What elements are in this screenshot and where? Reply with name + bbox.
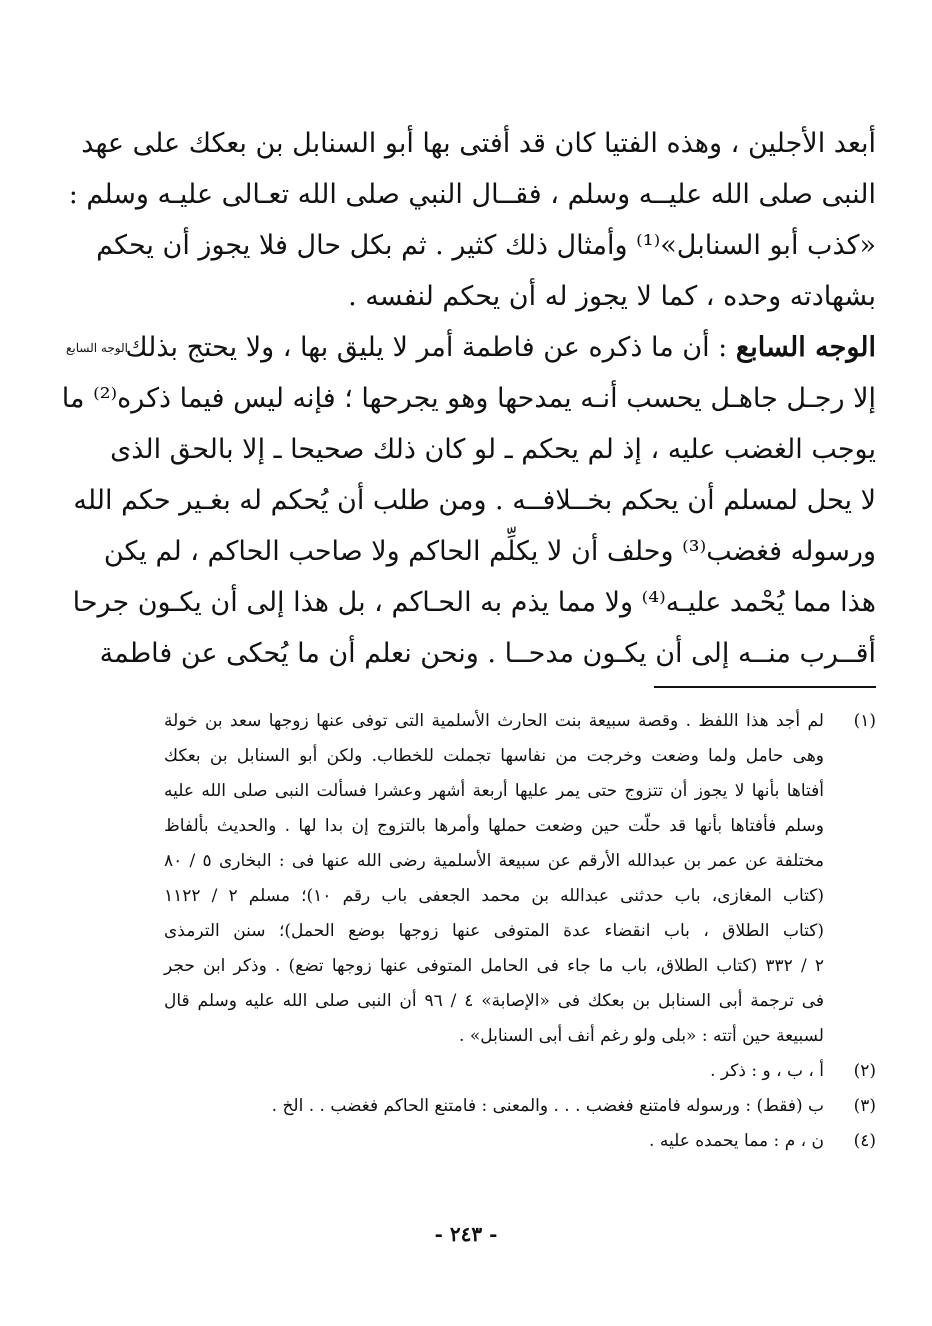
footnote-1-line-7	[164, 914, 876, 949]
footnote-1-line-10	[164, 1019, 876, 1054]
footnote-number-1: (١)	[853, 711, 876, 731]
footnote-text: (كتاب المغازى، باب حدثنى عبدالله بن محمد الجعفى باب رقم ١٠)؛ مسلم ٢ / ١١٢٢	[164, 886, 824, 906]
footnote-text: ن ، م : مما يحمده عليه .	[649, 1131, 824, 1151]
main-line-3: «كذب أبو السنابل»⁽¹⁾ وأمثال ذلك كثير . ثم بكل حال فلا يجوز أن يحكم	[96, 230, 876, 261]
section-line-4: ورسوله فغضب⁽³⁾ وحلف أن لا يكلِّم الحاكم ولا صاحب الحاكم ، لم يكن	[103, 536, 876, 567]
footnote-1-line-1	[164, 704, 876, 739]
footnote-1-line-5	[164, 844, 876, 879]
footnote-text: مختلفة عن عمر بن عبدالله الأرقم عن سبيعة الأسلمية رضى الله عنها فى : البخارى ٥ / ٨٠	[164, 851, 824, 871]
footnote-text: لسبيعة حين أتته : «بلى ولو رغم أنف أبى السنابل» .	[459, 1026, 824, 1046]
footnote-1-line-2	[164, 739, 876, 774]
footnote-4	[164, 1124, 876, 1159]
footnote-1-line-4	[164, 809, 876, 844]
section-line-1: إلا رجـل جاهـل يحسب أنـه يمدحها وهو يجرحها ؛ فإنه ليس فيما ذكره⁽²⁾ ما	[61, 383, 876, 414]
footnote-number-2: (٢)	[853, 1061, 876, 1081]
footnote-divider	[654, 686, 876, 688]
section-line-5: هذا مما يُحْمد عليـه⁽⁴⁾ ولا مما يذم به الحـاكم ، بل هذا إلى أن يكـون جرحا	[72, 587, 876, 618]
margin-note: الوجه السابع	[66, 341, 128, 355]
footnote-2	[164, 1054, 876, 1089]
main-line-4: بشهادته وحده ، كما لا يجوز له أن يحكم لنفسه .	[348, 281, 876, 312]
footnote-1-line-8	[164, 949, 876, 984]
footnote-text: أفتاها بأنها لا يجوز أن تتزوج حتى يمر عليها أربعة أشهر وعشرا فسألت النبى صلى الله عليه	[164, 781, 824, 801]
footnote-text: أ ، ب ، و : ذكر .	[710, 1061, 824, 1081]
section-heading: الوجه السابع	[735, 332, 876, 363]
section-line-2: يوجب الغضب عليه ، إذ لم يحكم ـ لو كان ذلك صحيحا ـ إلا بالحق الذى	[110, 434, 876, 465]
main-line-2: النبى صلى الله عليــه وسلم ، فقــال النبي صلى الله تعـالى عليـه وسلم :	[68, 179, 876, 210]
footnotes	[164, 704, 876, 1159]
footnote-number-3: (٣)	[853, 1096, 876, 1116]
footnote-text: ٢ / ٣٣٢ (كتاب الطلاق، باب ما جاء فى الحامل المتوفى عنها زوجها تضع) . وذكر ابن حجر	[164, 956, 824, 976]
footnote-1-line-6	[164, 879, 876, 914]
footnote-text: فى ترجمة أبى السنابل بن بعكك فى «الإصابة» ٤ / ٩٦ أن النبى صلى الله عليه وسلم قال	[164, 991, 824, 1011]
section-line-3: لا يحل لمسلم أن يحكم بخــلافــه . ومن طلب أن يُحكم له بغـير حكم الله	[73, 485, 876, 516]
page-number: - ٢٤٣ -	[434, 1222, 498, 1246]
footnote-1-line-9	[164, 984, 876, 1019]
footnote-text: وسلم فأفتاها بأنها قد حلّت حين وضعت حملها وأمرها بالتزوج إن بدا لها . والحديث بألفاظ	[164, 816, 824, 836]
footnote-text: (كتاب الطلاق ، باب انقضاء عدة المتوفى عنها زوجها بوضع الحمل)؛ سنن الترمذى	[164, 921, 824, 941]
footnote-1-line-3	[164, 774, 876, 809]
section-line-6: أقــرب منــه إلى أن يكـون مدحــا . ونحن نعلم أن ما يُحكى عن فاطمة	[99, 638, 876, 669]
footnote-text: وهى حامل ولما وضعت وخرجت من نفاسها تجملت للخطاب. ولكن أبو السنابل بن بعكك	[164, 746, 824, 766]
section-first-line	[125, 322, 876, 373]
section-first-line-text: : أن ما ذكره عن فاطمة أمر لا يليق بها ، ولا يحتج بذلك	[125, 332, 736, 363]
footnote-text: ب (فقط) : ورسوله فامتنع فغضب . . . والمعنى : فامتنع الحاكم فغضب . . الخ .	[271, 1096, 824, 1116]
footnote-number-4: (٤)	[853, 1131, 876, 1151]
footnote-3	[164, 1089, 876, 1124]
main-text-block	[61, 118, 876, 679]
main-line-1: أبعد الأجلين ، وهذه الفتيا كان قد أفتى بها أبو السنابل بن بعكك على عهد	[81, 128, 876, 159]
footnote-text: لم أجد هذا اللفظ . وقصة سبيعة بنت الحارث الأسلمية التى توفى عنها زوجها سعد بن خولة	[164, 711, 824, 731]
